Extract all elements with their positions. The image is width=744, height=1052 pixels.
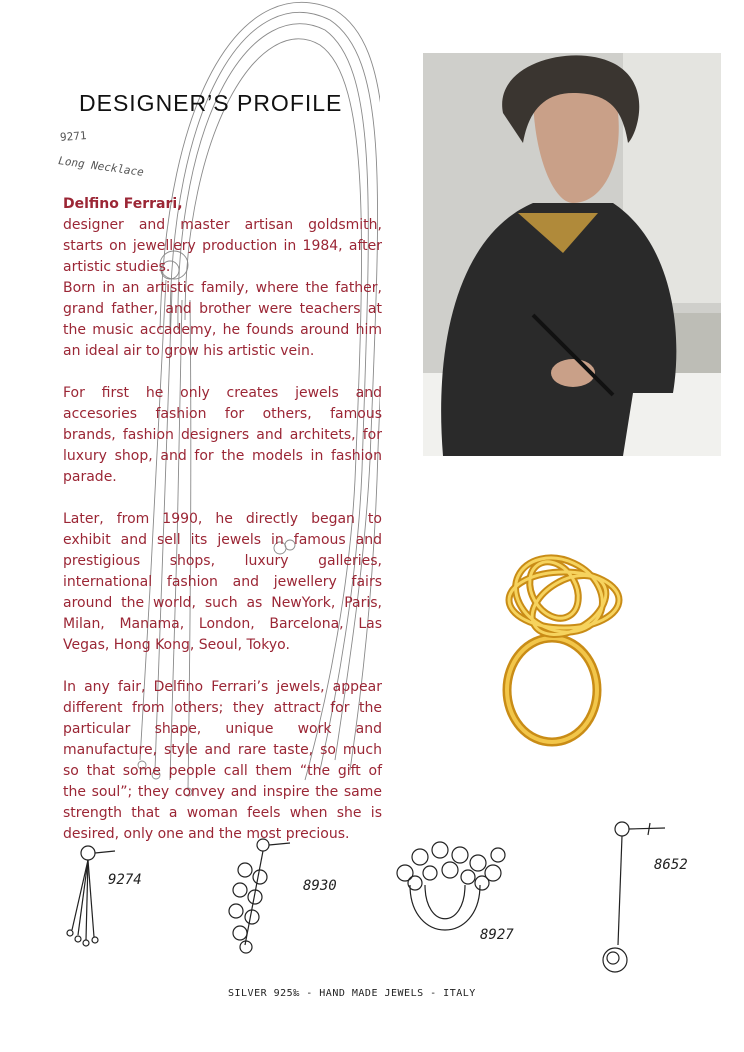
- sketch-note-label: Long Necklace: [57, 154, 145, 179]
- sketch-code-a: 9274: [108, 872, 142, 888]
- sketch-code-b: 8930: [303, 878, 337, 894]
- profile-paragraph-3: Later, from 1990, he directly began to exhibit and sell its jewels in famous and prestigious shops, luxury galleries, international fashion and jewellery fairs around the world, such as NewYork, Paris, Milan, Manama, London, Barcelona, Las Vegas, Hong Kong, Seoul, Tokyo.: [63, 511, 382, 653]
- designer-name: Delfino Ferrari,: [63, 196, 183, 212]
- sketch-code-label: 9271: [59, 129, 87, 144]
- sketch-code-c: 8927: [480, 927, 514, 943]
- profile-paragraph-2: For first he only creates jewels and accesories fashion for others, famous brands, fashion designers and architets, for luxury shop, and for the models in fashion parade.: [63, 385, 382, 485]
- footer-note: SILVER 925‰ - HAND MADE JEWELS - ITALY: [228, 988, 476, 999]
- product-sketches: [0, 815, 744, 975]
- designer-photo: [423, 53, 721, 456]
- profile-text: [63, 194, 382, 866]
- profile-paragraph-1: designer and master artisan goldsmith, starts on jewellery production in 1984, after artistic studies. Born in an artistic family, where the father, grand father, and brother were teachers at the music accademy, he founds around him an ideal air to grow his artistic vein.: [63, 217, 382, 359]
- page-title: DESIGNER’S PROFILE: [79, 90, 343, 116]
- profile-paragraph-4: In any fair, Delfino Ferrari’s jewels, appear different from others; they attract for the particular shape, unique work and manufacture, style and rare taste, so much so that some people call them “the gift of the soul”; they convey and inspire the same strength that a woman feels when she is desired, only one and the most precious.: [63, 679, 382, 842]
- gold-ring-image: [484, 550, 644, 750]
- sketch-code-d: 8652: [654, 857, 688, 873]
